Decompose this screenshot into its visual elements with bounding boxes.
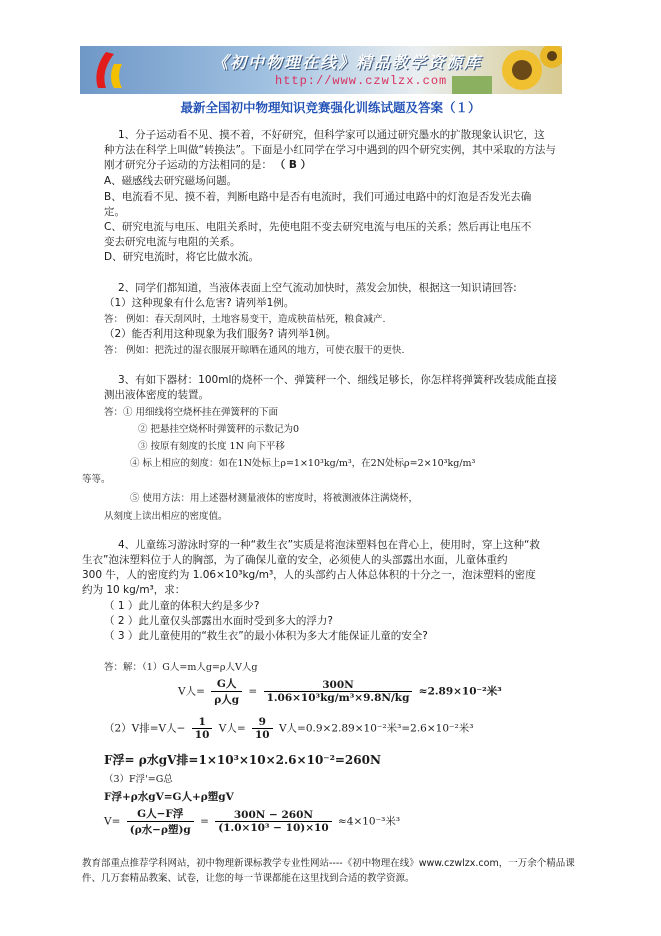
q1-option-d: D、研究电流时，将它比做水流。 [104, 251, 260, 263]
formula-lifejacket-fraction [127, 806, 194, 837]
q1-option-c: C、研究电流与电压、电阻关系时，先使电阻不变去研究电流与电压的关系；然后再让电压不 [104, 221, 532, 233]
q1-line2: 种方法在科学上叫做“转换法”。下面是小红同学在学习中遇到的四个研究实例，其中采取的方法与 [104, 144, 556, 156]
banner-url[interactable]: http://www.czwlzx.com [275, 74, 448, 88]
q1-option-b-cont: 定。 [104, 206, 125, 218]
formula-one-tenth [192, 716, 213, 741]
q3-step4-cont: 等等。 [82, 474, 111, 485]
fraction-denominator: ρ人g [214, 694, 240, 706]
formula-displaced-result: V人=0.9×2.89×10⁻²米³=2.6×10⁻²米³ [278, 722, 474, 735]
fraction-numerator: G人 [211, 676, 242, 692]
q3-step5: ⑤ 使用方法：用上述器材测量液体的密度时，将被测液体注满烧杯， [130, 493, 419, 504]
banner-title: 《初中物理在线》精品教学资源库 [212, 53, 483, 72]
q3-step4: ④ 标上相应的刻度：如在1N处标上ρ=1×10³kg/m³，在2N处标ρ=2×10³kg/m³ [130, 458, 476, 469]
footer-line2: 件、几万套精品教案、试卷，让您的每一节课都能在这里找到合适的教学资源。 [82, 873, 415, 884]
q4-sub1: （ 1 ）此儿童的体积大约是多少? [104, 600, 260, 612]
page-footer [82, 856, 602, 886]
q3-step3: ③ 按原有刻度的长度 1N 向下平移 [138, 441, 285, 452]
fraction-numerator: 300N [264, 679, 413, 692]
q3-line1: 3、有如下器材：100ml的烧杯一个、弹簧秤一个、细线足够长，你怎样将弹簧秤改装成能直接 [118, 374, 557, 386]
fraction-denominator: (ρ水−ρ塑)g [129, 824, 191, 836]
fraction-numerator: 1 [192, 716, 213, 729]
q4-line1: 4、儿童练习游泳时穿的一种“救生衣”实质是将泡沫塑料包在背心上，使用时，穿上这种“救 [118, 539, 540, 551]
q1-option-c-cont: 变去研究电流与电阻的关系。 [104, 236, 241, 248]
site-logo-icon [84, 46, 144, 94]
fraction-denominator: 10 [194, 729, 210, 741]
fraction-denominator: 10 [255, 729, 270, 741]
formula-displaced-mid: V人= [218, 722, 246, 735]
formula-force-equation: F浮+ρ水gV=G人+ρ塑gV [104, 791, 234, 803]
fraction-denominator: 1.06×10³kg/m³×9.8N/kg [266, 692, 410, 704]
q1-line1: 1、分子运动看不见、摸不着，不好研究，但科学家可以通过研究墨水的扩散现象认识它，这 [118, 129, 545, 141]
q3-line2: 测出液体密度的装置。 [104, 389, 209, 401]
formula-volume-fraction-values [264, 679, 413, 704]
fraction-numerator: 9 [252, 716, 273, 729]
q2-line1: 2、同学们都知道，当液体表面上空气流动加快时，蒸发会加快，根据这一知识请回答: [118, 282, 517, 294]
formula-balance: （3）F浮'=G总 [104, 774, 173, 785]
fraction-numerator: 300N − 260N [215, 809, 331, 822]
fraction-numerator: G人−F浮 [127, 806, 194, 822]
sunflower-icon [452, 46, 562, 94]
document-title: 最新全国初中物理知识竞赛强化训练试题及答案（１） [180, 100, 481, 115]
formula-nine-tenths [252, 716, 273, 741]
q4-sub2: （ 2 ）此儿童仅头部露出水面时受到多大的浮力? [104, 615, 333, 627]
formula-volume-fraction [211, 676, 242, 707]
q4-solution-label: 答：解：（1）G人=m人g=ρ人V人g [104, 662, 258, 673]
footer-line1: 教育部重点推荐学科网站，初中物理新课标教学专业性网站----《初中物理在线》www.czwlzx.com，一万余个精品课 [82, 858, 575, 869]
q3-step5-cont: 从刻度上读出相应的密度值。 [104, 511, 228, 522]
formula-volume: V人= $\frac{\text{G人}}{\text{ρ人g}}$ = $\frac{300N}{\text{1.06×10³kg/m³×9.8N/kg}}$ ≈2.89×10⁻²米³ [178, 678, 502, 706]
q1-option-a: A、磁感线去研究磁场问题。 [104, 175, 238, 187]
header-banner [80, 46, 562, 94]
q4-line2: 生衣”泡沫塑料位于人的胸部，为了确保儿童的安全，必须使人的头部露出水面，儿童体重约 [82, 554, 508, 566]
q4-line3: 300 牛，人的密度约为 1.06×10³kg/m³，人的头部约占人体总体积的十分之一，泡沫塑料的密度 [82, 569, 536, 581]
q4-line4: 约为 10 kg/m³，求： [82, 584, 186, 596]
formula-lifejacket-lhs: V= [104, 815, 121, 828]
fraction-denominator: (1.0×10³ − 10)×10 [218, 822, 329, 834]
q1-line3: 刚才研究分子运动的方法相同的是： （ B ） [104, 159, 312, 171]
formula-lifejacket-result: ≈4×10⁻³米³ [337, 815, 401, 828]
q4-sub3: （ 3 ）此儿童使用的“救生衣”的最小体积为多大才能保证儿童的安全? [104, 630, 428, 642]
formula-displaced-volume [104, 716, 473, 741]
q2-answer1: 答： 例如：春天刮风时，土地容易变干，造成秧苗枯死，粮食减产. [104, 314, 386, 325]
q1-option-b: B、电流看不见、摸不着，判断电路中是否有电流时，我们可通过电路中的灯泡是否发光去确 [104, 191, 532, 203]
formula-lifejacket-volume: V= $\frac{\text{G人−F浮}}{\text{(ρ水−ρ塑)g}}$ = $\frac{300N - 260N}{\text{(1.0×10³ − 10)×10}}$ ≈4×10⁻³米³ [104, 808, 401, 836]
q2-sub2: （2）能否利用这种现象为我们服务? 请列举1例。 [104, 328, 337, 340]
formula-volume-result: ≈2.89×10⁻²米³ [418, 685, 502, 698]
q3-step2: ② 把悬挂空烧杯时弹簧秤的示数记为0 [138, 424, 300, 435]
formula-displaced-lhs: （2）V排=V人− [104, 722, 186, 735]
q2-sub1: （1）这种现象有什么危害? 请列举1例。 [104, 297, 295, 309]
formula-buoyancy: F浮= ρ水gV排=1×10³×10×2.6×10⁻²=260N [104, 753, 381, 767]
formula-volume-lhs: V人= [178, 685, 205, 698]
q3-step1: 答：① 用细线将空烧杯挂在弹簧秤的下面 [104, 407, 279, 418]
q2-answer2: 答： 例如：把洗过的湿衣服展开晾晒在通风的地方，可使衣服干的更快. [104, 345, 405, 356]
q1-answer: （ B ） [280, 159, 312, 171]
formula-lifejacket-fraction-values [215, 809, 331, 834]
